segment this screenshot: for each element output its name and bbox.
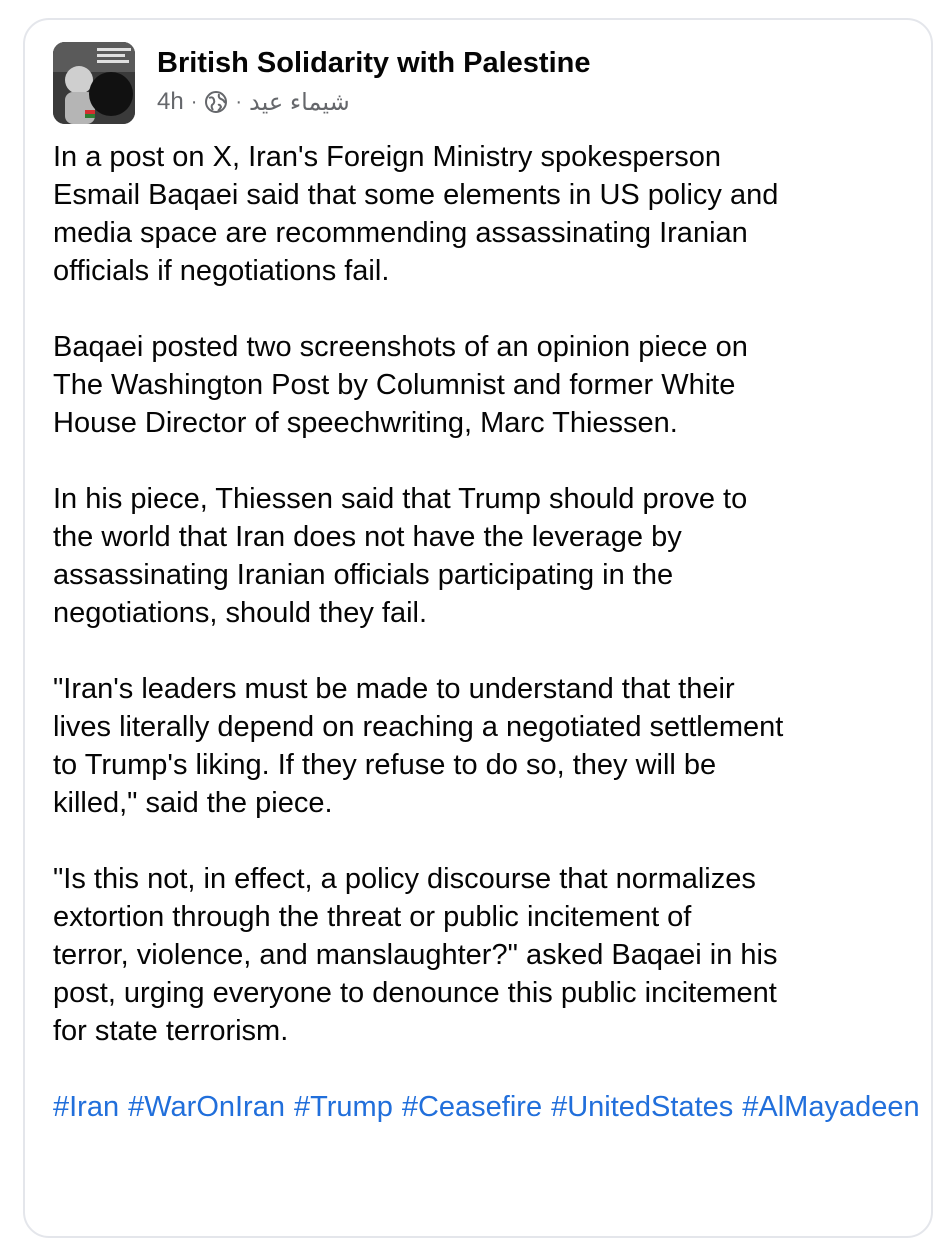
- hashtag-link[interactable]: #Iran: [53, 1091, 120, 1123]
- page-name[interactable]: British Solidarity with Palestine: [157, 47, 591, 79]
- page-avatar[interactable]: [53, 42, 135, 124]
- avatar-image: [53, 42, 135, 124]
- hashtag-link[interactable]: #Ceasefire: [401, 1091, 543, 1123]
- hashtag-link[interactable]: #UnitedStates: [551, 1091, 734, 1123]
- post-paragraph: In his piece, Thiessen said that Trump should prove to the world that Iran does not have the leverage by assassinating Iranian officials participating in the negotiations, should they fail.: [53, 483, 748, 629]
- post-paragraph: In a post on X, Iran's Foreign Ministry spokesperson Esmail Baqaei said that some elements in US policy and media space are recommending assassinating Iranian officials if negotiations fail.: [53, 141, 779, 287]
- meta-separator: ·: [190, 90, 198, 113]
- post-author[interactable]: شيماء عيد: [249, 88, 350, 116]
- hashtag-link[interactable]: #AlMayadeen: [742, 1091, 920, 1123]
- post-time[interactable]: 4h: [157, 88, 184, 115]
- meta-separator: ·: [235, 90, 243, 113]
- hashtag-link[interactable]: #Trump: [293, 1091, 393, 1123]
- post-paragraph: "Is this not, in effect, a policy discourse that normalizes extortion through the threat or public incitement of terror, violence, and manslaughter?" asked Baqaei in his post, urging everyone to denounce this public incitement for state terrorism.: [53, 863, 778, 1047]
- hashtag-list: [53, 1088, 920, 1126]
- post-paragraph: Baqaei posted two screenshots of an opinion piece on The Washington Post by Columnist and former White House Director of speechwriting, Marc Thiessen.: [53, 331, 748, 439]
- post-body: [53, 138, 920, 1164]
- hashtag-link[interactable]: #WarOnIran: [128, 1091, 285, 1123]
- post-meta: [157, 86, 350, 118]
- globe-icon[interactable]: [204, 90, 228, 114]
- post-paragraph: "Iran's leaders must be made to understand that their lives literally depend on reaching a negotiated settlement to Trump's liking. If they refuse to do so, they will be killed," said the piece.: [53, 673, 784, 819]
